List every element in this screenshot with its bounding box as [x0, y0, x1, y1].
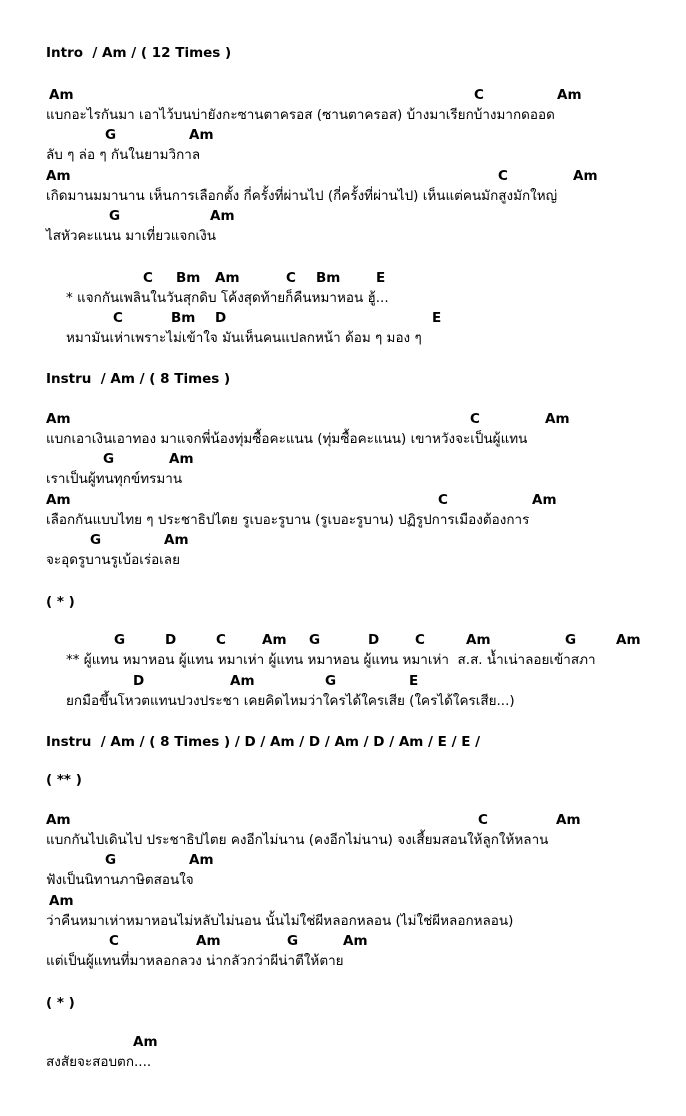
chord: C	[478, 812, 488, 828]
chord: Am	[189, 852, 214, 868]
lyric-line: ลับ ๆ ล่อ ๆ กันในยามวิกาล	[46, 147, 201, 163]
chord-line	[0, 892, 686, 910]
chord: C	[216, 632, 226, 648]
chord-line	[0, 269, 686, 287]
lyric-line: เกิดมานมมานาน เห็นการเลือกตั้ง กี่ครั้งที่ผ่านไป (กี่ครั้งที่ผ่านไป) เห็นแต่คนมักสูงมักใหญ่	[46, 188, 558, 204]
chord: Am	[164, 532, 189, 548]
chord: G	[109, 208, 121, 224]
chord: E	[409, 673, 419, 689]
lyric-line: จะอุดรูบานรูเบ้อเร่อเลย	[46, 552, 180, 568]
lyric-line: แต่เป็นผู้แทนที่มาหลอกลวง น่ากลัวกว่าผีน่าตีให้ตาย	[46, 953, 344, 969]
lyric-line: แบกเอาเงินเอาทอง มาแจกพี่น้องทุ่มซื้อคะแนน (ทุ่มซื้อคะแนน) เขาหวังจะเป็นผู้แทน	[46, 431, 528, 447]
chord: Am	[169, 451, 194, 467]
chord: Am	[215, 270, 240, 286]
chord: Am	[189, 127, 214, 143]
lyric-line: เราเป็นผู้ทนทุกข์ทรมาน	[46, 471, 183, 487]
chord: Am	[343, 933, 368, 949]
lyric-line: ** ผู้แทน หมาหอน ผู้แทน หมาเห่า ผู้แทน หมาหอน ผู้แทน หมาเห่า ส.ส. น้ำเน่าลอยเข้าสภา	[66, 652, 596, 668]
repeat-marker: ( ** )	[46, 772, 82, 788]
lyric-line: แบกอะไรกันมา เอาไว้บนบ่ายังกะซานตาครอส (ซานตาครอส) บ้างมาเรียกบ้างมากดออด	[46, 107, 555, 123]
lyric-line: ว่าคืนหมาเห่าหมาหอนไม่หลับไม่นอน นั้นไม่ใช่ผีหลอกหลอน (ไม่ใช่ผีหลอกหลอน)	[46, 913, 514, 929]
chord: Bm	[176, 270, 201, 286]
chord: G	[103, 451, 115, 467]
lyric-line: สงสัยจะสอบตก....	[46, 1054, 152, 1070]
chord: G	[105, 127, 117, 143]
chord: Am	[46, 812, 71, 828]
chord-line	[0, 531, 686, 549]
chord: Am	[573, 168, 598, 184]
instru-header: Instru / Am / ( 8 Times )	[46, 371, 231, 387]
chord: G	[325, 673, 337, 689]
chord-line	[0, 491, 686, 509]
chord: C	[474, 87, 484, 103]
chord-line	[0, 167, 686, 185]
chord: G	[565, 632, 577, 648]
chord: G	[114, 632, 126, 648]
chord-line	[0, 207, 686, 225]
chord: C	[498, 168, 508, 184]
chord: Am	[49, 893, 74, 909]
instru-header: Instru / Am / ( 8 Times ) / D / Am / D / Am / D / Am / E / E /	[46, 734, 481, 750]
chord: D	[215, 310, 227, 326]
chord-line	[0, 309, 686, 327]
chord: Am	[46, 168, 71, 184]
chord: Am	[49, 87, 74, 103]
lyric-line: หมามันเห่าเพราะไม่เข้าใจ มันเห็นคนแปลกหน้า ด้อม ๆ มอง ๆ	[66, 330, 422, 346]
chord: E	[376, 270, 386, 286]
chord: Bm	[316, 270, 341, 286]
chord: Am	[230, 673, 255, 689]
chord: D	[133, 673, 145, 689]
chord: Am	[133, 1034, 158, 1050]
chord: C	[415, 632, 425, 648]
chord: Am	[545, 411, 570, 427]
lyric-line: ยกมือขึ้นโหวตแทนปวงประชา เคยคิดไหมว่าใครได้ใครเสีย (ใครได้ใครเสีย...)	[66, 693, 515, 709]
chord: Am	[46, 492, 71, 508]
chord-line	[0, 126, 686, 144]
chord: Am	[210, 208, 235, 224]
chord: D	[368, 632, 380, 648]
chord: G	[105, 852, 117, 868]
chord: G	[90, 532, 102, 548]
chord: Am	[46, 411, 71, 427]
chord: Bm	[171, 310, 196, 326]
lyric-line: * แจกกันเพลินในวันสุกดิบ โค้งสุดท้ายก็คืนหมาหอน ฮู้...	[66, 290, 389, 306]
chord: Am	[262, 632, 287, 648]
repeat-marker: ( * )	[46, 995, 75, 1011]
repeat-marker: ( * )	[46, 594, 75, 610]
chord: Am	[556, 812, 581, 828]
lyric-line: ไสหัวคะแนน มาเที่ยวแจกเงิน	[46, 228, 216, 244]
chord: G	[309, 632, 321, 648]
chord-line	[0, 811, 686, 829]
chord: D	[165, 632, 177, 648]
chord-line	[0, 450, 686, 468]
chord-line	[0, 851, 686, 869]
chord-line	[0, 631, 686, 649]
lyric-line: ฟังเป็นนิทานภาษิตสอนใจ	[46, 872, 194, 888]
chord-line	[0, 1033, 686, 1051]
chord: Am	[532, 492, 557, 508]
lyric-line: เลือกกันแบบไทย ๆ ประชาธิปไตย รูเบอะรูบาน (รูเบอะรูบาน) ปฏิรูปการเมืองต้องการ	[46, 512, 530, 528]
intro-header: Intro / Am / ( 12 Times )	[46, 45, 232, 61]
chord: E	[432, 310, 442, 326]
chord: Am	[196, 933, 221, 949]
lyric-line: แบกกันไปเดินไป ประชาธิปไตย คงอีกไม่นาน (คงอีกไม่นาน) จงเสี้ยมสอนให้ลูกให้หลาน	[46, 832, 549, 848]
chord: Am	[466, 632, 491, 648]
chord: Am	[557, 87, 582, 103]
chord: C	[286, 270, 296, 286]
chord: Am	[616, 632, 641, 648]
chord-line	[0, 410, 686, 428]
chord-line	[0, 932, 686, 950]
chord: G	[287, 933, 299, 949]
chord: C	[113, 310, 123, 326]
chord: C	[109, 933, 119, 949]
chord-line	[0, 86, 686, 104]
chord: C	[438, 492, 448, 508]
chord-line	[0, 672, 686, 690]
chord: C	[143, 270, 153, 286]
chord: C	[470, 411, 480, 427]
